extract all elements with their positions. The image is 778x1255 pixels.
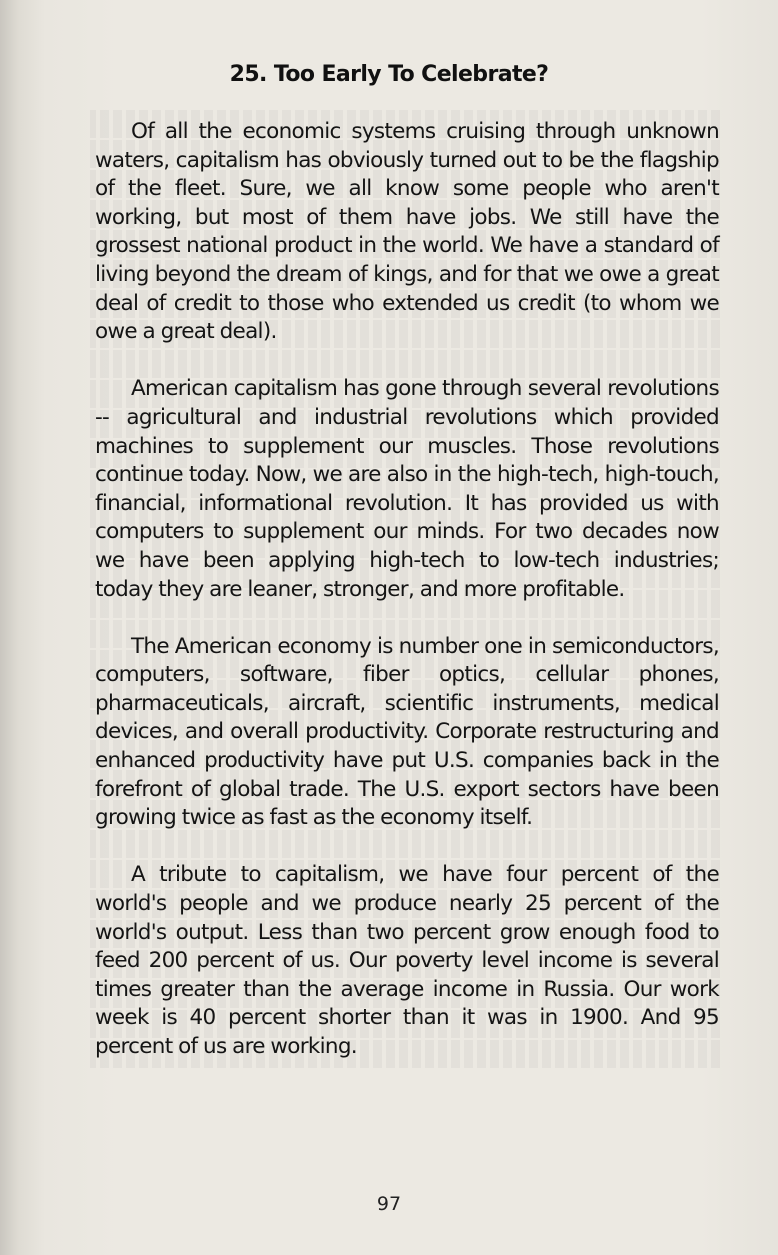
paragraph: The American economy is number one in semiconductors, computers, software, fiber optics, cellular phones, pharmaceuticals, aircraft, scientific instruments, medical devices, and overall productivity. Corporate restructuring and enhanced productivity have put U.S. companies back in the forefront of global trade. The U.S. export sectors have been growing twice as fast as the economy itself.	[95, 633, 719, 831]
chapter-title: 25. Too Early To Celebrate?	[229, 62, 549, 87]
chapter-body	[95, 118, 719, 1090]
paragraph: Of all the economic systems cruising through unknown waters, capitalism has obviously turned out to be the flagship of the fleet. Sure, we all know some people who aren't working, but most of them have jobs. We still have the grossest national product in the world. We have a standard of living beyond the dream of kings, and for that we owe a great deal of credit to those who extended us credit (to whom we owe a great deal).	[95, 119, 719, 345]
paragraph: A tribute to capitalism, we have four percent of the world's people and we produce nearly 25 percent of the world's output. Less than two percent grow enough food to feed 200 percent of us. Our poverty level income is several times greater than the average income in Russia. Our work week is 40 percent shorter than it was in 1900. And 95 percent of us are working.	[95, 862, 719, 1059]
page-number: 97	[376, 1193, 402, 1215]
paragraph: American capitalism has gone through several revolutions -- agricultural and industrial revolutions which provided machines to supplement our muscles. Those revolutions continue today. Now, we are also in the high-tech, high-touch, financial, informational revolution. It has provided us with computers to supplement our minds. For two decades now we have been applying high-tech to low-tech industries; today they are leaner, stronger, and more profitable.	[95, 376, 719, 602]
